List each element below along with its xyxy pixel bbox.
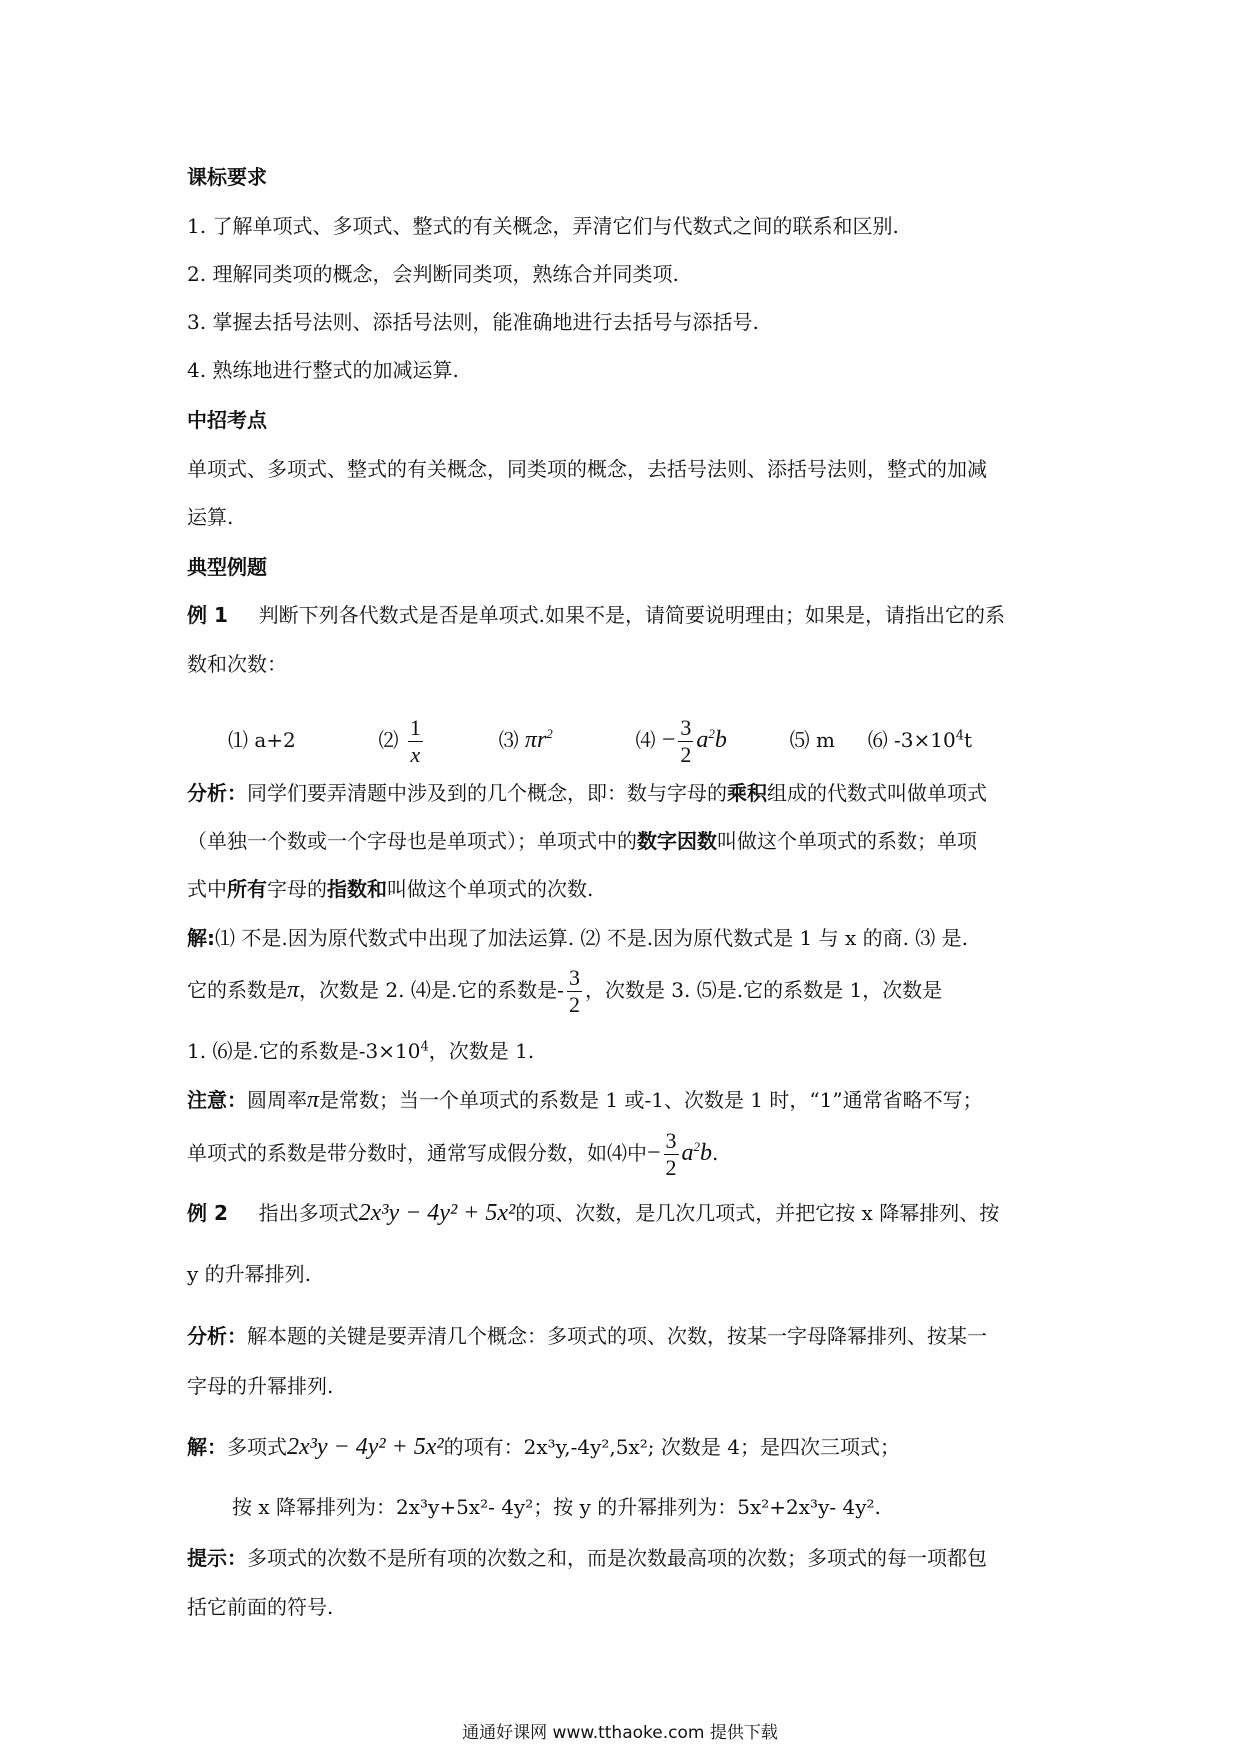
question-text: 的项、次数，是几次几项式，并把它按 x 降幂排列、按 xyxy=(515,1201,1000,1225)
pi-symbol: π xyxy=(307,1087,320,1113)
requirement-item: 1. 了解单项式、多项式、整式的有关概念，弄清它们与代数式之间的联系和区别. xyxy=(187,214,899,238)
analysis-text: 同学们要弄清题中涉及到的几个概念，即：数与字母的 xyxy=(247,781,727,805)
page-footer: 通通好课网 www.tthaoke.com 提供下载 xyxy=(462,1723,778,1743)
example1-question-cont: 数和次数： xyxy=(187,652,287,676)
exam-points-text-cont: 运算. xyxy=(187,505,234,529)
option-4-prefix: ⑷ xyxy=(635,728,656,752)
example2-tip-cont: 括它前面的符号. xyxy=(187,1595,334,1619)
section-title-examples: 典型例题 xyxy=(187,555,267,579)
solution-text: ，次数是 2. ⑷是.它的系数是- xyxy=(299,978,564,1002)
analysis-text: （单独一个数或一个字母也是单项式）；单项式中的 xyxy=(187,829,637,853)
example1-analysis-cont xyxy=(187,826,977,856)
option-2-fraction xyxy=(408,715,423,768)
example1-question xyxy=(187,600,1005,630)
analysis-bold-term: 所有 xyxy=(227,877,267,901)
example1-note xyxy=(187,1085,983,1115)
example1-solution xyxy=(187,923,968,953)
example2-analysis xyxy=(187,1321,987,1351)
example1-solution-cont xyxy=(187,955,942,1025)
question-text: 指出多项式 xyxy=(258,1201,359,1225)
option-3-expr: $\pi r^2$ xyxy=(524,726,553,753)
note-vars: $a^2b$ xyxy=(681,1139,713,1166)
solution-text: 它的系数是 xyxy=(187,978,287,1002)
example2-solution xyxy=(187,1432,900,1462)
solution-fraction xyxy=(567,965,582,1018)
solution-text: 多项式 xyxy=(227,1435,287,1459)
exam-points-text: 单项式、多项式、整式的有关概念，同类项的概念，去括号法则、添括号法则，整式的加减 xyxy=(187,457,987,481)
analysis-bold-term: 乘积 xyxy=(727,781,767,805)
solution-text: ，次数是 3. ⑸是.它的系数是 1，次数是 xyxy=(584,978,943,1002)
requirement-item: 2. 理解同类项的概念，会判断同类项，熟练合并同类项. xyxy=(187,262,679,286)
solution-text: ，次数是 1. xyxy=(428,1039,535,1063)
note-text: 圆周率 xyxy=(247,1088,307,1112)
example2-question xyxy=(187,1198,999,1228)
analysis-text: 叫做这个单项式的次数. xyxy=(387,877,594,901)
exponent: 4 xyxy=(420,1039,429,1055)
section-title-exam-points: 中招考点 xyxy=(187,408,267,432)
example1-options xyxy=(228,710,972,770)
example2-label: 例 2 xyxy=(187,1201,228,1225)
option-6: ⑹ $-3\times 10^4t$ xyxy=(867,728,973,752)
solution-text: 1. ⑹是.它的系数是-3×10 xyxy=(187,1039,421,1063)
solution-text: ⑴ 不是.因为原代数式中出现了加法运算. ⑵ 不是.因为原代数式是 1 与 x 的商. ⑶ 是. xyxy=(215,926,969,950)
fraction-denominator: 2 xyxy=(680,742,692,767)
fraction-numerator: 3 xyxy=(568,965,580,990)
requirement-item: 4. 熟练地进行整式的加减运算. xyxy=(187,358,459,382)
minus-sign: − xyxy=(647,1140,661,1166)
option-5: ⑸ m xyxy=(789,728,835,752)
solution-text: 的项有：2x³y,-4y²,5x²; 次数是 4；是四次三项式； xyxy=(443,1435,900,1459)
fraction-denominator: 2 xyxy=(568,992,580,1017)
fraction-numerator: 3 xyxy=(680,715,692,740)
analysis-text: 式中 xyxy=(187,877,227,901)
example1-analysis xyxy=(187,778,987,808)
analysis-text: 组成的代数式叫做单项式 xyxy=(767,781,987,805)
example2-question-cont: y 的升幂排列. xyxy=(187,1262,312,1286)
option-4-sign: − xyxy=(661,727,676,753)
example2-analysis-cont: 字母的升幂排列. xyxy=(187,1374,334,1398)
option-2-prefix: ⑵ xyxy=(378,728,399,752)
tip-label: 提示： xyxy=(187,1546,247,1570)
solution-label: 解： xyxy=(187,1435,227,1459)
analysis-bold-term: 数字因数 xyxy=(637,829,717,853)
example1-note-cont xyxy=(187,1118,718,1188)
example1-solution-cont2 xyxy=(187,1036,534,1066)
note-fraction xyxy=(664,1128,679,1181)
analysis-label: 分析： xyxy=(187,781,247,805)
note-label: 注意： xyxy=(187,1088,247,1112)
tip-text: 多项式的次数不是所有项的次数之和，而是次数最高项的次数；多项式的每一项都包 xyxy=(247,1546,987,1570)
note-text: 是常数；当一个单项式的系数是 1 或-1、次数是 1 时，“1”通常省略不写； xyxy=(319,1088,983,1112)
example2-tip xyxy=(187,1543,987,1573)
fraction-denominator: 2 xyxy=(665,1155,677,1180)
option-1: ⑴ a+2 xyxy=(228,728,296,752)
example2-solution-cont: 按 x 降幂排列为：2x³y+5x²- 4y²；按 y 的升幂排列为：5x²+2x³y- 4y². xyxy=(232,1495,881,1519)
fraction-denominator: x xyxy=(410,742,421,767)
section-title-requirements: 课标要求 xyxy=(187,165,267,189)
fraction-numerator: 3 xyxy=(665,1128,677,1153)
analysis-label: 分析： xyxy=(187,1324,247,1348)
option-3-prefix: ⑶ xyxy=(498,728,519,752)
requirement-item: 3. 掌握去括号法则、添括号法则，能准确地进行去括号与添括号. xyxy=(187,310,759,334)
polynomial-expression: 2x³y − 4y² + 5x² xyxy=(287,1434,444,1460)
polynomial-expression: 2x³y − 4y² + 5x² xyxy=(358,1200,516,1226)
example1-label: 例 1 xyxy=(187,603,228,627)
pi-symbol: π xyxy=(287,977,300,1003)
note-period: . xyxy=(712,1141,719,1165)
example1-analysis-cont2 xyxy=(187,874,593,904)
option-4-vars: $a^2b$ xyxy=(696,726,727,753)
solution-label: 解: xyxy=(187,926,215,950)
analysis-text: 字母的 xyxy=(267,877,327,901)
analysis-bold-term: 指数和 xyxy=(327,877,387,901)
note-text: 单项式的系数是带分数时，通常写成假分数，如⑷中 xyxy=(187,1141,647,1165)
fraction-numerator: 1 xyxy=(409,715,421,740)
example1-question-text: 判断下列各代数式是否是单项式.如果不是，请简要说明理由；如果是，请指出它的系 xyxy=(258,603,1005,627)
analysis-text: 解本题的关键是要弄清几个概念：多项式的项、次数，按某一字母降幂排列、按某一 xyxy=(247,1324,987,1348)
analysis-text: 叫做这个单项式的系数；单项 xyxy=(717,829,977,853)
option-4-fraction xyxy=(678,715,693,768)
